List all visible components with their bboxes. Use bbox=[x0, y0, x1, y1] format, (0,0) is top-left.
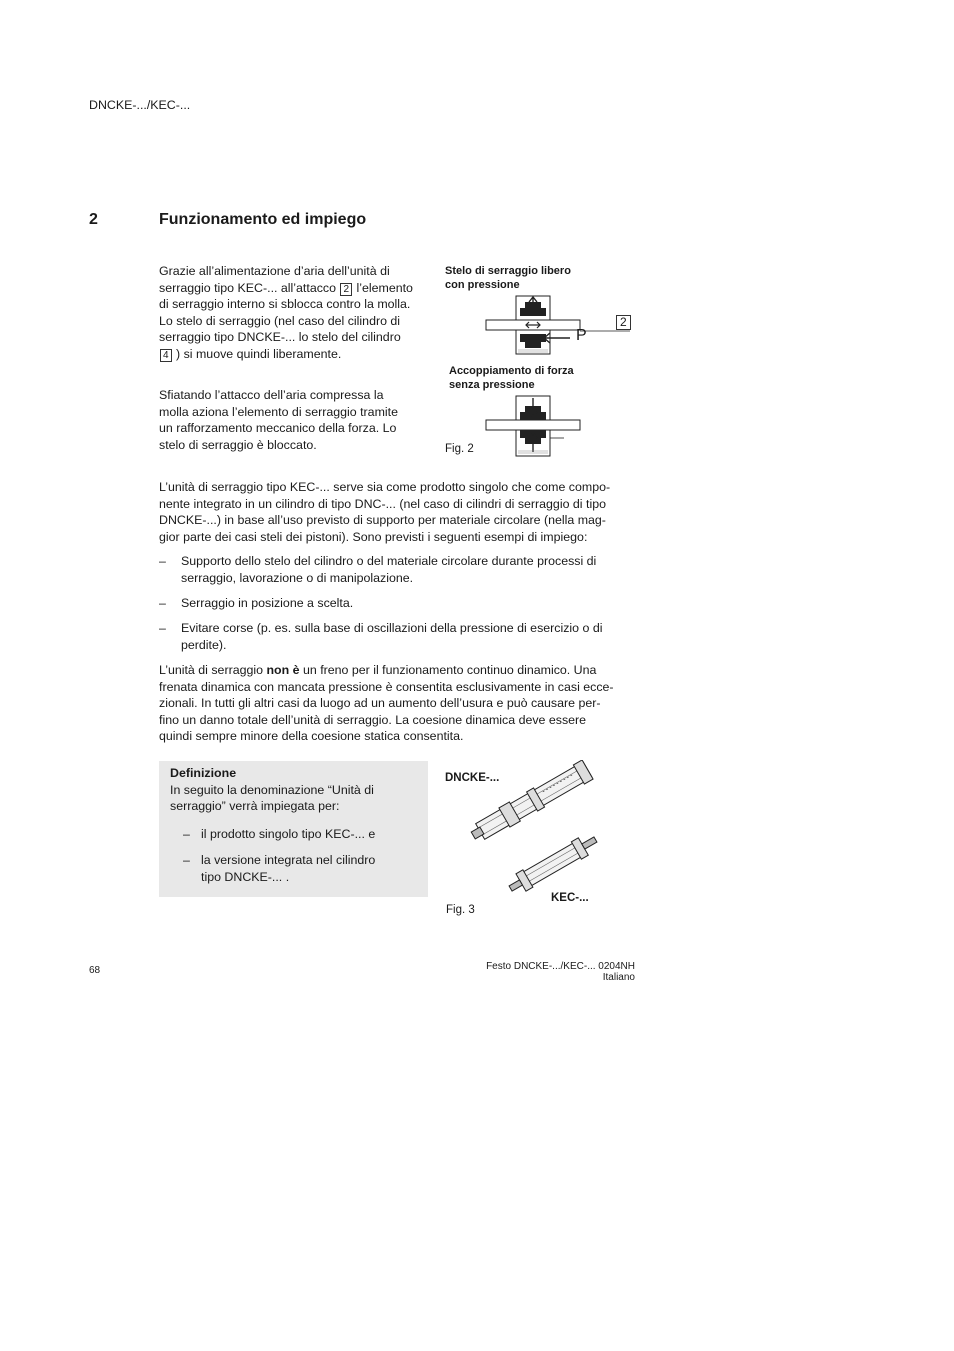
text-line: Grazie all’alimentazione d’aria dell’unità di bbox=[159, 264, 390, 278]
fig2-caption-top: Stelo di serraggio libero con pressione bbox=[445, 265, 571, 291]
paragraph-brake-warning bbox=[159, 662, 637, 745]
paragraph-intro bbox=[159, 263, 431, 362]
text-line: fino un danno totale dell’unità di serraggio. La coesione dinamica deve essere bbox=[159, 712, 587, 727]
text-line: 4 ) si muove quindi liberamente. bbox=[159, 346, 431, 363]
fig2-label: Fig. 2 bbox=[445, 443, 474, 455]
text-line: quindi sempre minore della coesione statica consentita. bbox=[159, 729, 464, 743]
rod-number-box: 4 bbox=[160, 349, 172, 362]
footer-document-id: Festo DNCKE-.../KEC-... 0204NH Italiano bbox=[486, 961, 635, 983]
list-item: – Supporto dello stelo del cilindro o del materiale circolare durante processi di serraggio, lavorazione o di manipolazione. bbox=[159, 554, 597, 585]
list-item: – Serraggio in posizione a scelta. bbox=[159, 596, 354, 610]
port-number-box: 2 bbox=[340, 283, 352, 296]
text-line: un rafforzamento meccanico della forza. Lo bbox=[159, 421, 397, 435]
paragraph-usage bbox=[159, 479, 637, 545]
definition-title: Definizione bbox=[170, 766, 237, 780]
text-line: DNCKE-...) in base all’uso previsto di supporto per materiale circolare (nella mag- bbox=[159, 513, 606, 527]
text-line: L’unità di serraggio non è un freno per il funzionamento continuo dinamico. Una bbox=[159, 663, 597, 677]
section-title: Funzionamento ed impiego bbox=[159, 211, 367, 228]
text-line: gior parte dei casi steli dei pistoni). Sono previsti i seguenti esempi di impiego: bbox=[159, 529, 588, 544]
dncke-cylinder-illustration bbox=[462, 760, 604, 842]
text-line: molla aziona l’elemento di serraggio tramite bbox=[159, 404, 398, 419]
clamp-locked-diagram bbox=[484, 394, 594, 458]
text-line: L’unità di serraggio tipo KEC-... serve sia come prodotto singolo che come compo- bbox=[159, 480, 611, 494]
text-line: Lo stelo di serraggio (nel caso del cilindro di bbox=[159, 313, 401, 328]
text-line: In seguito la denominazione “Unità di bbox=[170, 782, 374, 797]
section-number: 2 bbox=[89, 211, 98, 228]
text-line: stelo di serraggio è bloccato. bbox=[159, 437, 317, 452]
text-line: serraggio tipo DNCKE-... lo stelo del cilindro bbox=[159, 330, 401, 344]
text-line: frenata dinamica con mancata pressione è consentita esclusivamente in casi ecce- bbox=[159, 679, 614, 694]
clamp-released-diagram bbox=[484, 294, 634, 358]
paragraph-exhaust bbox=[159, 387, 431, 453]
page-number: 68 bbox=[89, 965, 101, 976]
fig3-label: Fig. 3 bbox=[446, 904, 475, 916]
text-line: zionali. In tutti gli altri casi da luogo ad un aumento dell’usura e può causare per- bbox=[159, 696, 601, 710]
definition-box: Definizione In seguito la denominazione “Unità di serraggio” verrà impiegata per: – il prodotto singolo tipo KEC-... e – la versione integrata nel cilindro tipo DNCKE-... . bbox=[159, 761, 428, 897]
text-line: serraggio tipo KEC-... all’attacco 2 l’elemento bbox=[159, 280, 413, 295]
text-line: serraggio” verrà impiegata per: bbox=[170, 799, 340, 813]
text-line: nente integrato in un cilindro di tipo DNC-... (nel caso di cilindri di serraggio di tipo bbox=[159, 496, 606, 511]
fig2-pressure-label: P bbox=[576, 327, 587, 344]
fig2-port-box: 2 bbox=[616, 315, 631, 330]
list-item: – Evitare corse (p. es. sulla base di oscillazioni della pressione di esercizio o di perdite). bbox=[159, 621, 603, 652]
text-line: di serraggio interno si sblocca contro la molla. bbox=[159, 297, 411, 311]
fig3-label-dncke: DNCKE-... bbox=[445, 772, 500, 784]
text-line: Sfiatando l’attacco dell’aria compressa la bbox=[159, 388, 384, 402]
fig2-caption-bottom: Accoppiamento di forza senza pressione bbox=[449, 365, 574, 391]
running-header: DNCKE-.../KEC-... bbox=[89, 98, 191, 112]
kec-clamping-unit-illustration bbox=[502, 832, 604, 896]
fig3-label-kec: KEC-... bbox=[551, 892, 589, 904]
